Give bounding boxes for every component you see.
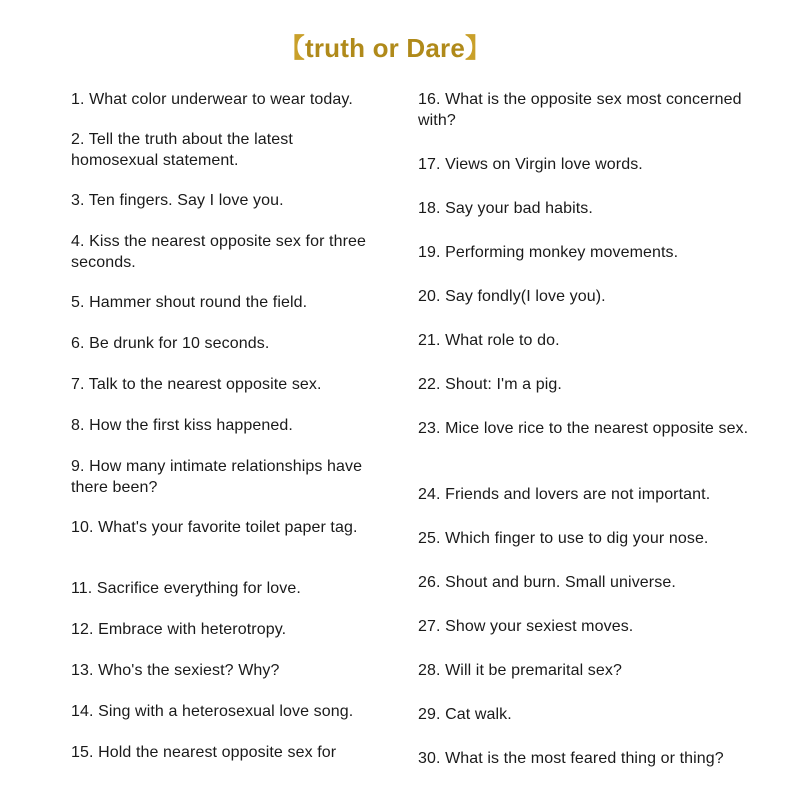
title-close-bracket: 】 bbox=[465, 33, 492, 63]
list-item: 1. What color underwear to wear today. bbox=[71, 91, 353, 108]
list-item: 7. Talk to the nearest opposite sex. bbox=[71, 376, 322, 393]
list-item: 28. Will it be premarital sex? bbox=[418, 662, 622, 679]
list-item: 23. Mice love rice to the nearest opposite sex. bbox=[418, 420, 749, 437]
list-item: 14. Sing with a heterosexual love song. bbox=[71, 703, 354, 720]
list-item: 8. How the first kiss happened. bbox=[71, 417, 293, 434]
title-text: truth or Dare bbox=[304, 33, 466, 63]
list-item: 21. What role to do. bbox=[418, 332, 560, 349]
list-item: 25. Which finger to use to dig your nose. bbox=[418, 530, 709, 547]
list-item: 15. Hold the nearest opposite sex for bbox=[71, 744, 337, 761]
list-item: 27. Show your sexiest moves. bbox=[418, 618, 634, 635]
list-item: 11. Sacrifice everything for love. bbox=[71, 580, 301, 597]
list-item: 24. Friends and lovers are not important. bbox=[418, 486, 711, 503]
list-item: 20. Say fondly(I love you). bbox=[418, 288, 606, 305]
title-open-bracket: 【 bbox=[278, 33, 305, 63]
list-item: 13. Who's the sexiest? Why? bbox=[71, 662, 280, 679]
list-item: 19. Performing monkey movements. bbox=[418, 244, 679, 261]
list-item: 26. Shout and burn. Small universe. bbox=[418, 574, 676, 591]
list-item: 5. Hammer shout round the field. bbox=[71, 294, 308, 311]
list-item: 4. Kiss the nearest opposite sex for three seconds. bbox=[71, 233, 367, 271]
list-item: 9. How many intimate relationships have there been? bbox=[71, 458, 363, 496]
page-title bbox=[0, 28, 770, 65]
list-item: 29. Cat walk. bbox=[418, 706, 512, 723]
list-item: 3. Ten fingers. Say I love you. bbox=[71, 192, 284, 209]
list-item: 30. What is the most feared thing or thing? bbox=[418, 750, 724, 767]
list-item: 10. What's your favorite toilet paper tag. bbox=[71, 519, 358, 536]
list-item: 22. Shout: I'm a pig. bbox=[418, 376, 562, 393]
list-item: 18. Say your bad habits. bbox=[418, 200, 593, 217]
list-item: 6. Be drunk for 10 seconds. bbox=[71, 335, 270, 352]
list-item: 12. Embrace with heterotropy. bbox=[71, 621, 287, 638]
list-item: 17. Views on Virgin love words. bbox=[418, 156, 643, 173]
list-item: 2. Tell the truth about the latest homosexual statement. bbox=[71, 131, 293, 169]
list-item: 16. What is the opposite sex most concerned with? bbox=[418, 91, 742, 129]
